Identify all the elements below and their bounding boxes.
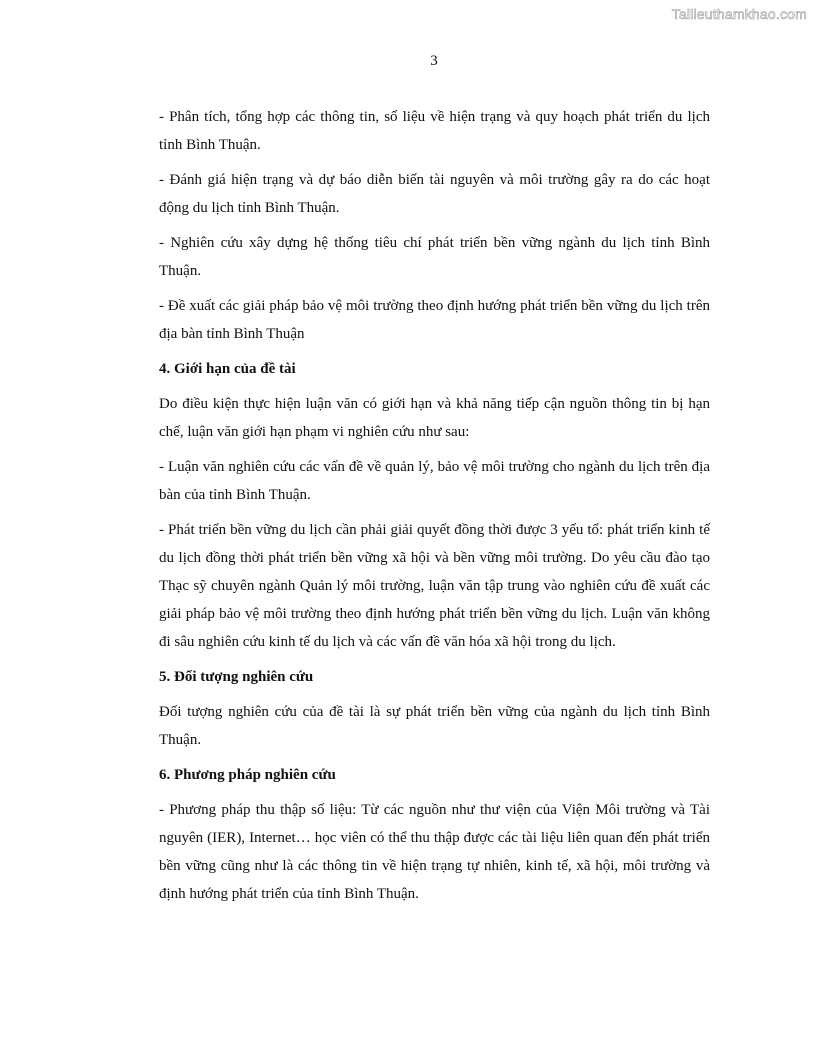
document-body	[159, 103, 710, 915]
section-heading-subject: 5. Đối tượng nghiên cứu	[159, 669, 314, 685]
bullet-solutions: - Đề xuất các giải pháp bảo vệ môi trường theo định hướng phát triển bền vững du lịch trên địa bàn tỉnh Bình Thuận	[159, 298, 710, 342]
subject-paragraph: Đối tượng nghiên cứu của đề tài là sự phát triển bền vững của ngành du lịch tỉnh Bình Thuận.	[159, 704, 710, 748]
scope-bullet-management: - Luận văn nghiên cứu các vấn đề về quản lý, bảo vệ môi trường cho ngành du lịch trên địa bàn của tỉnh Bình Thuận.	[159, 459, 710, 503]
scope-intro-paragraph: Do điều kiện thực hiện luận văn có giới hạn và khả năng tiếp cận nguồn thông tin bị hạn chế, luận văn giới hạn phạm vi nghiên cứu như sau:	[159, 396, 710, 440]
bullet-assessment: - Đánh giá hiện trạng và dự báo diễn biến tài nguyên và môi trường gây ra do các hoạt động du lịch tỉnh Bình Thuận.	[159, 172, 710, 216]
section-heading-methods: 6. Phương pháp nghiên cứu	[159, 767, 336, 783]
section-heading-scope: 4. Giới hạn của đề tài	[159, 361, 296, 377]
methods-bullet-data-collection: - Phương pháp thu thập số liệu: Từ các nguồn như thư viện của Viện Môi trường và Tài nguyên (IER), Internet… học viên có thể thu thập được các tài liệu liên quan đến phát triển bền vững cũng như là các thông tin về hiện trạng tự nhiên, kinh tế, xã hội, môi trường và định hướng phát triển của tỉnh Bình Thuận.	[159, 802, 710, 902]
scope-bullet-sustainability: - Phát triển bền vững du lịch cần phải giải quyết đồng thời được 3 yếu tố: phát triển kinh tế du lịch đồng thời phát triển bền vững xã hội và bền vững môi trường. Do yêu cầu đào tạo Thạc sỹ chuyên ngành Quản lý môi trường, luận văn tập trung vào nghiên cứu đề xuất các giải pháp bảo vệ môi trường theo định hướng phát triển bền vững du lịch. Luận văn không đi sâu nghiên cứu kinh tế du lịch và các vấn đề văn hóa xã hội trong du lịch.	[159, 522, 710, 650]
bullet-analysis: - Phân tích, tổng hợp các thông tin, số liệu về hiện trạng và quy hoạch phát triển du lịch tỉnh Bình Thuận.	[159, 109, 710, 153]
watermark: Tailieuthamkhao.com	[671, 6, 807, 22]
bullet-criteria: - Nghiên cứu xây dựng hệ thống tiêu chí phát triển bền vững ngành du lịch tỉnh Bình Thuận.	[159, 235, 710, 279]
page-number: 3	[430, 53, 438, 69]
